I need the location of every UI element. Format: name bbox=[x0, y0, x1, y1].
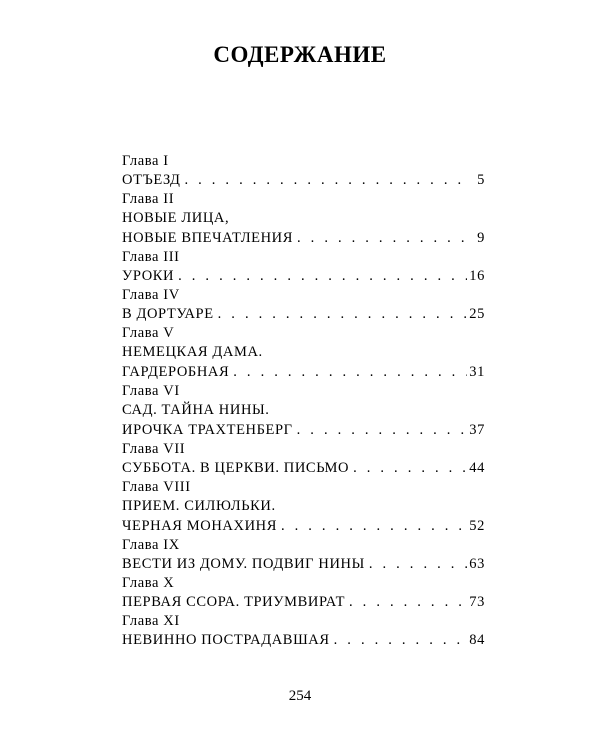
dot-leader bbox=[349, 458, 467, 478]
dot-leader bbox=[174, 266, 467, 286]
dot-leader bbox=[345, 592, 467, 612]
entry-page-number: 52 bbox=[469, 518, 485, 534]
chapter-label: Глава IX bbox=[122, 537, 180, 553]
dot-leader bbox=[293, 228, 467, 248]
dot-leader bbox=[214, 304, 467, 324]
entry-page-number: 44 bbox=[469, 460, 485, 476]
entry-page-number: 73 bbox=[469, 594, 485, 610]
chapter-label: Глава IV bbox=[122, 287, 180, 303]
chapter-title-line bbox=[122, 362, 485, 382]
chapter-title-line bbox=[122, 304, 485, 324]
chapter-label: Глава XI bbox=[122, 613, 180, 629]
chapter-label: Глава I bbox=[122, 153, 169, 169]
dot-leader bbox=[365, 554, 467, 574]
chapter-title: ИРОЧКА ТРАХТЕНБЕРГ bbox=[122, 422, 293, 438]
toc-entry bbox=[122, 536, 485, 574]
chapter-title: САД. ТАЙНА НИНЫ. bbox=[122, 402, 270, 418]
chapter-title-line bbox=[122, 400, 485, 420]
entry-page-number: 63 bbox=[469, 556, 485, 572]
toc-entry bbox=[122, 612, 485, 650]
chapter-title: ГАРДЕРОБНАЯ bbox=[122, 364, 230, 380]
chapter-label: Глава III bbox=[122, 249, 180, 265]
chapter-title-line bbox=[122, 208, 485, 228]
chapter-title: НОВЫЕ ЛИЦА, bbox=[122, 210, 230, 226]
chapter-title: УРОКИ bbox=[122, 268, 175, 284]
toc-entry bbox=[122, 286, 485, 324]
chapter-title: ОТЪЕЗД bbox=[122, 172, 181, 188]
chapter-title-line bbox=[122, 420, 485, 440]
entry-page-number: 5 bbox=[477, 172, 485, 188]
chapter-label: Глава X bbox=[122, 575, 175, 591]
chapter-title: ПРИЕМ. СИЛЮЛЬКИ. bbox=[122, 498, 276, 514]
entry-page-number: 31 bbox=[469, 364, 485, 380]
toc-entry bbox=[122, 190, 485, 248]
chapter-label: Глава II bbox=[122, 191, 175, 207]
chapter-title-line bbox=[122, 516, 485, 536]
chapter-title: НЕВИННО ПОСТРАДАВШАЯ bbox=[122, 632, 330, 648]
chapter-title-line bbox=[122, 458, 485, 478]
table-of-contents bbox=[122, 152, 485, 650]
chapter-title: СУББОТА. В ЦЕРКВИ. ПИСЬМО bbox=[122, 460, 350, 476]
page-title: СОДЕРЖАНИЕ bbox=[213, 42, 387, 67]
entry-page-number: 37 bbox=[469, 422, 485, 438]
dot-leader bbox=[229, 362, 467, 382]
chapter-title: ПЕРВАЯ ССОРА. ТРИУМВИРАТ bbox=[122, 594, 346, 610]
toc-entry bbox=[122, 574, 485, 612]
chapter-title-line bbox=[122, 630, 485, 650]
chapter-title-line bbox=[122, 496, 485, 516]
chapter-title-line bbox=[122, 228, 485, 248]
chapter-title-line bbox=[122, 266, 485, 286]
dot-leader bbox=[277, 516, 467, 536]
toc-entry bbox=[122, 478, 485, 536]
page-number: 254 bbox=[288, 688, 312, 704]
entry-page-number: 16 bbox=[469, 268, 485, 284]
chapter-title-line bbox=[122, 342, 485, 362]
chapter-title: НЕМЕЦКАЯ ДАМА. bbox=[122, 344, 263, 360]
entry-page-number: 9 bbox=[477, 230, 485, 246]
chapter-label: Глава VI bbox=[122, 383, 180, 399]
toc-entry bbox=[122, 248, 485, 286]
chapter-title: ЧЕРНАЯ МОНАХИНЯ bbox=[122, 518, 277, 534]
chapter-title-line bbox=[122, 170, 485, 190]
dot-leader bbox=[293, 420, 467, 440]
dot-leader bbox=[180, 170, 467, 190]
chapter-label: Глава V bbox=[122, 325, 175, 341]
chapter-label: Глава VII bbox=[122, 441, 186, 457]
entry-page-number: 25 bbox=[469, 306, 485, 322]
chapter-title: В ДОРТУАРЕ bbox=[122, 306, 214, 322]
dot-leader bbox=[330, 630, 467, 650]
chapter-title-line bbox=[122, 554, 485, 574]
chapter-title: НОВЫЕ ВПЕЧАТЛЕНИЯ bbox=[122, 230, 294, 246]
chapter-title: ВЕСТИ ИЗ ДОМУ. ПОДВИГ НИНЫ bbox=[122, 556, 365, 572]
toc-entry bbox=[122, 440, 485, 478]
chapter-title-line bbox=[122, 592, 485, 612]
toc-entry bbox=[122, 152, 485, 190]
chapter-label: Глава VIII bbox=[122, 479, 191, 495]
toc-entry bbox=[122, 324, 485, 382]
toc-entry bbox=[122, 382, 485, 440]
entry-page-number: 84 bbox=[469, 632, 485, 648]
